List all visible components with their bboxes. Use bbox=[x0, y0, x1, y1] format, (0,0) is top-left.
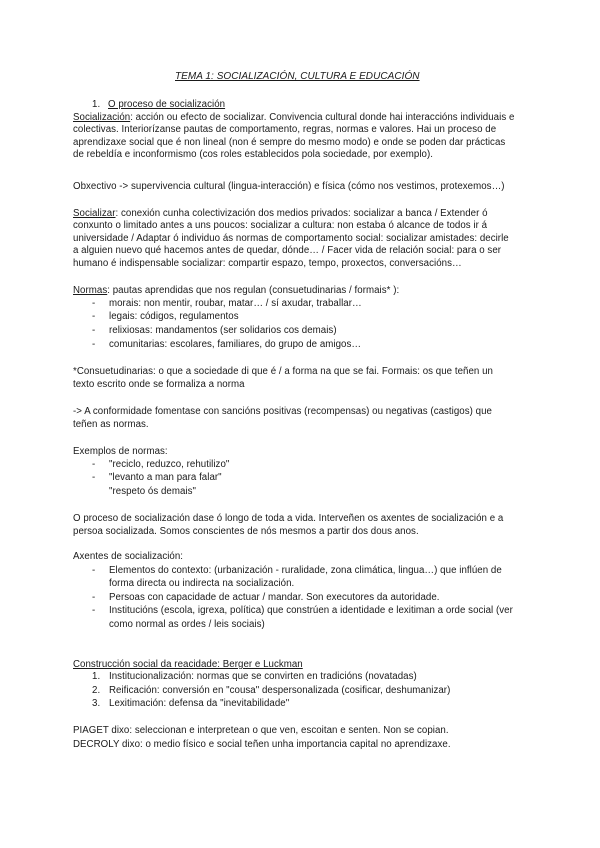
construccion-number: 1. bbox=[92, 671, 101, 682]
conformidade-line-2: teñen as normas. bbox=[73, 419, 149, 430]
axentes-item-1-line-2: forma directa ou indirecta na socialización. bbox=[109, 578, 295, 589]
socializar-definition-line bbox=[73, 208, 488, 220]
section-number: 1. bbox=[92, 99, 101, 110]
proceso-line-1: O proceso de socialización dase ó longo de toda a vida. Interveñen os axentes de socialización e a bbox=[73, 513, 504, 524]
consuetudinarias-line-1: *Consuetudinarias: o que a sociedade di que é / a forma na que se fai. Formais: os que teñen un bbox=[73, 366, 493, 377]
consuetudinarias-line-2: texto escrito onde se formaliza a norma bbox=[73, 379, 245, 390]
list-bullet: - bbox=[92, 592, 96, 603]
normas-item: comunitarias: escolares, familiares, do grupo de amigos… bbox=[109, 339, 362, 350]
obxectivo-paragraph: Obxectivo -> supervivencia cultural (lingua-interacción) e física (cómo nos vestimos, protexemos…) bbox=[73, 181, 505, 192]
socializacion-definition-line bbox=[73, 112, 514, 124]
decroly-paragraph: DECROLY dixo: o medio físico e social teñen unha importancia capital no aprendizaxe. bbox=[73, 739, 451, 750]
exemplo-item: "levanto a man para falar" bbox=[109, 472, 222, 483]
construccion-item: Reificación: conversión en "cousa" despersonalizada (cosificar, deshumanizar) bbox=[109, 685, 451, 696]
exemplos-heading: Exemplos de normas: bbox=[73, 446, 168, 457]
axentes-heading: Axentes de socialización: bbox=[73, 551, 184, 562]
list-bullet: - bbox=[92, 311, 96, 322]
normas-item: morais: non mentir, roubar, matar… / sí axudar, traballar… bbox=[109, 298, 362, 309]
page-title: TEMA 1: SOCIALIZACIÓN, CULTURA E EDUCACIÓN bbox=[175, 71, 420, 82]
axentes-item-2: Persoas con capacidade de actuar / mandar. Son executores da autoridade. bbox=[109, 592, 440, 603]
socializacion-line-3: aprendizaxe social que é non lineal (non é sempre do mesmo modo) e onde se poden dar prácticas bbox=[73, 137, 506, 148]
section-heading: O proceso de socialización bbox=[108, 99, 226, 110]
construccion-heading: Construcción social da reacidade: Berger e Luckman bbox=[73, 659, 303, 670]
construccion-number: 2. bbox=[92, 685, 101, 696]
list-bullet: - bbox=[92, 339, 96, 350]
socializar-line-2: conxunto o limitado antes a uns poucos: socializar a cultura: non estaba ó alcance de todos ir á bbox=[73, 220, 488, 231]
axentes-item-1-line-1: Elementos do contexto: (urbanización - ruralidade, zona climática, lingua…) que inflúen de bbox=[109, 565, 502, 576]
socializacion-line-1: : acción ou efecto de socializar. Convivencia cultural donde hai interaccións individuais e bbox=[130, 112, 515, 123]
conformidade-line-1: -> A conformidade fomentase con sancións positivas (recompensas) ou negativas (castigos) que bbox=[73, 406, 492, 417]
list-bullet: - bbox=[92, 459, 96, 470]
piaget-paragraph: PIAGET dixo: seleccionan e interpretean o que ven, escoitan e senten. Non se copian. bbox=[73, 725, 449, 736]
list-bullet: - bbox=[92, 325, 96, 336]
list-bullet: - bbox=[92, 605, 96, 616]
socializar-line-5: humano é indispensable socializar: compartir espazo, tempo, proxectos, conversacións… bbox=[73, 258, 462, 269]
normas-item: relixiosas: mandamentos (ser solidarios cos demais) bbox=[109, 325, 337, 336]
construccion-number: 3. bbox=[92, 698, 101, 709]
construccion-item: Lexitimación: defensa da "inevitabilidade" bbox=[109, 698, 290, 709]
socializacion-line-2: colectivas. Interiorízanse pautas de comportamento, regras, normas e valores. Hai un proceso de bbox=[73, 124, 497, 135]
socializacion-line-4: de rebeldía e inconformismo (cos roles establecidos pola sociedade, por exemplo). bbox=[73, 149, 433, 160]
exemplo-item: "respeto ós demais" bbox=[109, 486, 196, 497]
construccion-item: Institucionalización: normas que se convirten en tradicións (novatadas) bbox=[109, 671, 417, 682]
normas-definition-line bbox=[73, 285, 399, 297]
list-bullet: - bbox=[92, 565, 96, 576]
axentes-item-3-line-2: como normal as ordes / leis sociais) bbox=[109, 619, 265, 630]
exemplo-item: "reciclo, reduzco, rehutilizo" bbox=[109, 459, 230, 470]
list-bullet: - bbox=[92, 298, 96, 309]
socializar-term: Socializar bbox=[73, 208, 116, 219]
socializacion-term: Socialización bbox=[73, 112, 131, 123]
list-bullet: - bbox=[92, 472, 96, 483]
axentes-item-3-line-1: Institucións (escola, igrexa, política) que constrúen a identidade e lexitiman a orde social (ver bbox=[109, 605, 513, 616]
normas-item: legais: códigos, regulamentos bbox=[109, 311, 239, 322]
normas-term: Normas bbox=[73, 285, 108, 296]
socializar-line-4: a alguien nuevo qué hacemos antes de quedar, dónde… / Facer vida de relación social: para o ser bbox=[73, 245, 502, 256]
proceso-line-2: persoa socializada. Somos conscientes de nós mesmos a partir dos dous anos. bbox=[73, 526, 419, 537]
socializar-line-3: universidade / Adaptar ó individuo ás normas de comportamento social: socializar amistades: decirle bbox=[73, 233, 509, 244]
socializar-line-1: : conexión cunha colectivización dos medios privados: socializar a banca / Extender ó bbox=[115, 208, 488, 219]
normas-line-1: : pautas aprendidas que nos regulan (consuetudinarias / formais* ): bbox=[107, 285, 400, 296]
